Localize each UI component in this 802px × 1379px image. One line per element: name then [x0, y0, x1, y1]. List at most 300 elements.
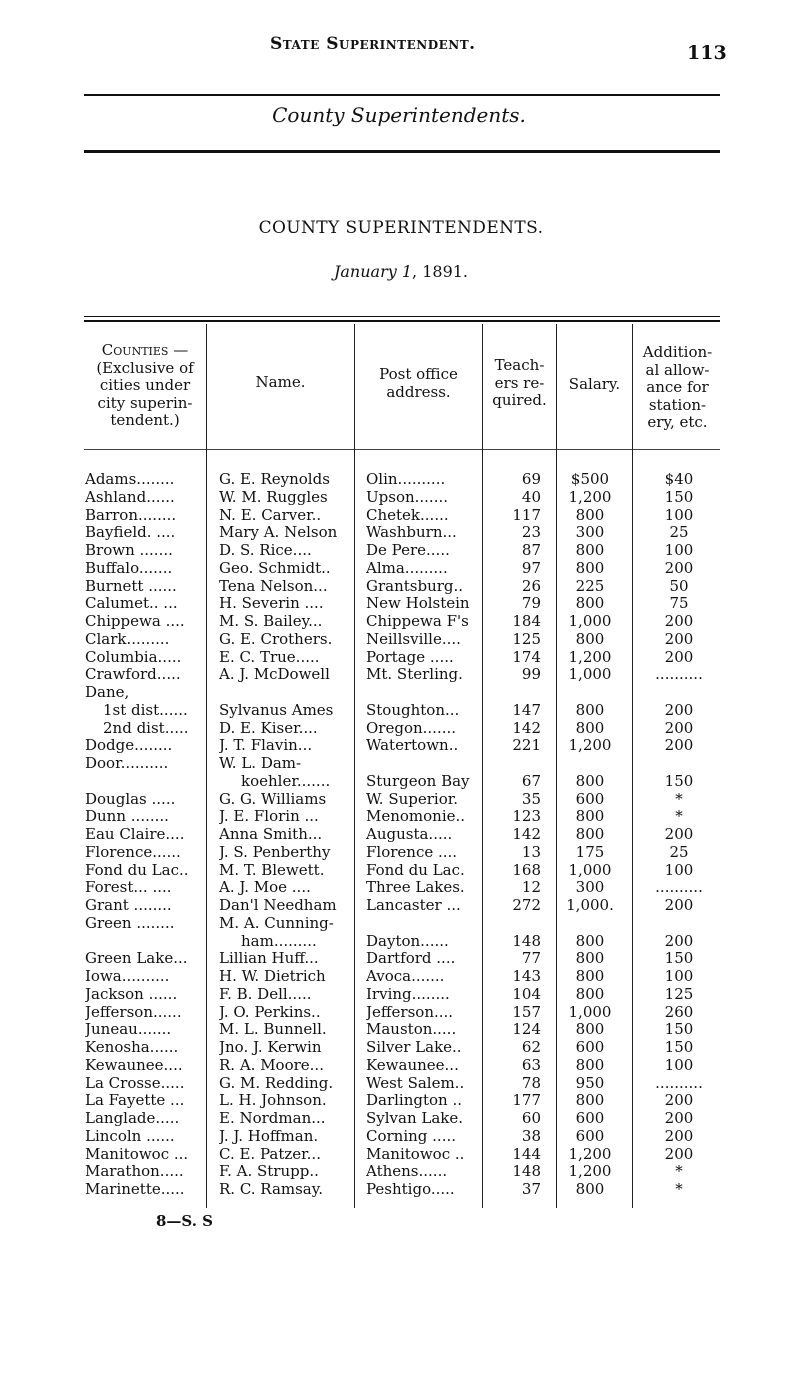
post-office-cell: West Salem.. — [366, 1073, 465, 1092]
county-cell: Crawford..... — [85, 665, 181, 684]
county-cell: Door.......... — [85, 754, 169, 772]
name-cell: J. E. Florin ... — [219, 807, 319, 826]
teachers-cell: 38 — [521, 1126, 541, 1145]
allowance-cell: 150 — [664, 1038, 694, 1056]
table-row — [0, 754, 802, 772]
name-cell: J. J. Hoffman. — [219, 1126, 319, 1145]
teachers-cell: 87 — [521, 541, 541, 559]
salary-cell: 300 — [575, 523, 605, 542]
salary-cell: 1,200 — [568, 1162, 612, 1181]
name-cell: Tena Nelson... — [219, 576, 328, 595]
col-header-allowance — [633, 344, 722, 432]
table-row — [0, 541, 802, 559]
table-row — [0, 1162, 802, 1180]
county-cell: Manitowoc ... — [85, 1144, 189, 1163]
name-cell: Dan'l Needham — [219, 896, 337, 914]
col-header-post-office — [355, 366, 482, 401]
teachers-cell: 35 — [521, 789, 541, 808]
teachers-cell: 13 — [521, 842, 541, 861]
teachers-cell: 148 — [512, 931, 541, 950]
allowance-cell: 150 — [664, 949, 694, 968]
teachers-cell: 168 — [512, 860, 541, 879]
post-office-cell: Sylvan Lake. — [366, 1109, 464, 1127]
salary-cell: 800 — [575, 629, 605, 648]
teachers-cell: 123 — [512, 807, 541, 826]
county-cell: 2nd dist..... — [103, 718, 189, 737]
teachers-cell: 104 — [512, 984, 541, 1003]
salary-cell: 800 — [575, 807, 605, 826]
col-header-county-line: city superin- — [97, 393, 193, 412]
post-office-cell: Oregon....... — [366, 718, 457, 737]
head-rule-bottom — [84, 150, 720, 153]
teachers-cell: 78 — [521, 1073, 541, 1092]
post-office-cell: Athens...... — [366, 1162, 448, 1181]
county-cell: Kenosha...... — [85, 1038, 179, 1056]
county-cell: Dodge........ — [85, 736, 173, 755]
name-cell: J. S. Penberthy — [219, 842, 331, 861]
table-row — [0, 577, 802, 595]
teachers-cell: 69 — [521, 470, 541, 488]
table-row — [0, 506, 802, 524]
name-cell: D. E. Kiser.... — [219, 718, 318, 737]
name-cell: J. T. Flavin... — [219, 736, 313, 755]
county-cell: Bayfield. .... — [85, 523, 176, 542]
post-office-cell: Grantsburg.. — [366, 576, 464, 595]
teachers-cell: 142 — [512, 718, 541, 737]
post-office-cell: Upson....... — [366, 487, 449, 506]
table-row — [0, 1145, 802, 1163]
name-cell: W. M. Ruggles — [219, 487, 328, 506]
county-cell: Fond du Lac.. — [85, 860, 189, 879]
teachers-cell: 99 — [521, 665, 541, 684]
salary-cell: 800 — [575, 967, 605, 985]
table-row — [0, 470, 802, 488]
table-row — [0, 683, 802, 701]
teachers-cell: 62 — [521, 1038, 541, 1056]
salary-cell: 800 — [575, 1020, 605, 1039]
post-office-cell: Dayton...... — [366, 931, 449, 950]
teachers-cell: 157 — [512, 1002, 541, 1021]
teachers-cell: 148 — [512, 1162, 541, 1181]
section-subhead — [0, 103, 802, 127]
allowance-cell: 125 — [664, 984, 694, 1003]
post-office-cell: Portage ..... — [366, 647, 454, 666]
dateline — [0, 262, 802, 281]
running-head-title: State Superintendent. — [270, 34, 476, 54]
name-cell: Sylvanus Ames — [219, 700, 334, 719]
col-header-name-line: Name. — [255, 373, 306, 391]
county-cell: Clark......... — [85, 629, 170, 648]
name-cell: Lillian Huff... — [219, 949, 319, 968]
salary-cell: 600 — [575, 1038, 605, 1056]
col-header-salary-line: Salary. — [568, 375, 621, 393]
col-header-teachers-line: Teach- — [494, 356, 545, 374]
name-cell: G. M. Redding. — [219, 1073, 334, 1092]
table-row — [0, 630, 802, 648]
name-cell: N. E. Carver.. — [219, 505, 322, 524]
allowance-cell: 25 — [669, 523, 689, 542]
teachers-cell: 97 — [521, 558, 541, 577]
table-row — [0, 736, 802, 754]
allowance-cell: 200 — [664, 736, 694, 755]
table-row — [0, 701, 802, 719]
allowance-cell: 200 — [664, 647, 694, 666]
county-cell: Dunn ........ — [85, 807, 169, 826]
post-office-cell: Washburn... — [366, 523, 457, 542]
post-office-cell: Darlington .. — [366, 1091, 463, 1110]
table-row — [0, 790, 802, 808]
salary-cell: 225 — [575, 576, 605, 595]
post-office-cell: Neillsville.... — [366, 629, 461, 648]
col-header-allowance-line: al allow- — [645, 360, 710, 379]
teachers-cell: 40 — [521, 487, 541, 506]
salary-cell: 800 — [575, 558, 605, 577]
salary-cell: 800 — [575, 718, 605, 737]
col-header-county — [84, 342, 206, 430]
teachers-cell: 63 — [521, 1055, 541, 1074]
date-month-day: January 1 — [333, 262, 413, 281]
table-row — [0, 1038, 802, 1056]
table-row — [0, 1180, 802, 1198]
name-cell: G. E. Reynolds — [219, 470, 330, 488]
county-cell: Jefferson...... — [85, 1002, 182, 1021]
salary-cell: $500 — [570, 470, 610, 488]
allowance-cell: 200 — [664, 1126, 694, 1145]
name-cell: M. T. Blewett. — [219, 860, 325, 879]
post-office-cell: Irving........ — [366, 984, 450, 1003]
teachers-cell: 124 — [512, 1020, 541, 1039]
post-office-cell: Three Lakes. — [366, 878, 465, 897]
allowance-cell: 260 — [664, 1002, 694, 1021]
head-rule-top — [84, 94, 720, 96]
county-cell: La Crosse..... — [85, 1073, 185, 1092]
county-cell: Adams........ — [85, 470, 175, 488]
name-cell: H. W. Dietrich — [219, 967, 326, 985]
county-cell: Grant ........ — [85, 896, 172, 914]
date-year: , 1891. — [412, 262, 469, 281]
allowance-cell: 100 — [664, 505, 694, 524]
name-cell: R. A. Moore... — [219, 1055, 324, 1074]
post-office-cell: Sturgeon Bay — [366, 771, 470, 790]
table-row — [0, 932, 802, 950]
allowance-cell: 200 — [664, 700, 694, 719]
county-cell: Kewaunee.... — [85, 1055, 183, 1074]
post-office-cell: Alma......... — [366, 558, 448, 577]
name-cell: M. L. Bunnell. — [219, 1020, 327, 1039]
allowance-cell: 200 — [664, 896, 694, 914]
teachers-cell: 144 — [512, 1144, 541, 1163]
name-cell: Jno. J. Kerwin — [219, 1038, 322, 1056]
table-row — [0, 914, 802, 932]
county-cell: 1st dist...... — [103, 700, 188, 719]
allowance-cell: 200 — [664, 612, 694, 630]
allowance-cell: 100 — [664, 860, 694, 879]
post-office-cell: Manitowoc .. — [366, 1144, 465, 1163]
table-row — [0, 612, 802, 630]
table-row — [0, 878, 802, 896]
county-cell: Langlade..... — [85, 1109, 180, 1127]
post-office-cell: Jefferson.... — [366, 1002, 454, 1021]
teachers-cell: 221 — [512, 736, 541, 755]
col-header-allowance-line: ance for — [646, 378, 709, 396]
allowance-cell: 200 — [664, 931, 694, 950]
salary-cell: 800 — [575, 1180, 605, 1198]
table-row — [0, 488, 802, 506]
name-cell: G. G. Williams — [219, 789, 327, 808]
county-cell: Dane, — [85, 683, 130, 701]
name-cell: Geo. Schmidt.. — [219, 558, 331, 577]
table-row — [0, 825, 802, 843]
col-header-allowance-line: Addition- — [642, 343, 713, 361]
salary-cell: 800 — [575, 949, 605, 968]
allowance-cell: * — [675, 1162, 683, 1181]
name-cell: C. E. Patzer... — [219, 1144, 321, 1163]
teachers-cell: 23 — [521, 523, 541, 542]
name-cell: Anna Smith... — [219, 825, 323, 843]
teachers-cell: 272 — [512, 896, 541, 914]
allowance-cell: 25 — [669, 842, 689, 861]
salary-cell: 600 — [575, 1126, 605, 1145]
table-rule-top — [84, 316, 720, 317]
col-header-teachers-line: quired. — [492, 391, 547, 409]
salary-cell: 800 — [575, 771, 605, 790]
county-cell: Columbia..... — [85, 647, 182, 666]
table-row — [0, 1003, 802, 1021]
teachers-cell: 60 — [521, 1109, 541, 1127]
salary-cell: 800 — [575, 700, 605, 719]
teachers-cell: 174 — [512, 647, 541, 666]
allowance-cell: .......... — [655, 1073, 703, 1092]
county-cell: La Fayette ... — [85, 1091, 185, 1110]
post-office-cell: Kewaunee... — [366, 1055, 459, 1074]
teachers-cell: 77 — [521, 949, 541, 968]
county-cell: Florence...... — [85, 842, 181, 861]
post-office-cell: Dartford .... — [366, 949, 456, 968]
teachers-cell: 117 — [512, 505, 541, 524]
county-cell: Buffalo....... — [85, 558, 173, 577]
name-cell: ham......... — [241, 931, 317, 950]
county-cell: Green ........ — [85, 913, 175, 932]
table-row — [0, 896, 802, 914]
name-cell: G. E. Crothers. — [219, 629, 333, 648]
salary-cell: 1,200 — [568, 647, 612, 666]
table-row — [0, 772, 802, 790]
county-cell: Iowa.......... — [85, 967, 170, 985]
col-header-allowance-line: ery, etc. — [647, 413, 708, 431]
col-header-allowance-line: station- — [648, 395, 707, 414]
allowance-cell: 150 — [664, 1020, 694, 1039]
section-subhead-text: County Superintendents. — [272, 103, 526, 127]
name-cell: M. A. Cunning- — [219, 913, 334, 932]
name-cell: M. S. Bailey... — [219, 612, 323, 630]
allowance-cell: 200 — [664, 718, 694, 737]
teachers-cell: 125 — [512, 629, 541, 648]
salary-cell: 600 — [575, 789, 605, 808]
teachers-cell: 142 — [512, 825, 541, 843]
salary-cell: 175 — [575, 842, 605, 861]
salary-cell: 800 — [575, 594, 605, 613]
allowance-cell: 75 — [669, 594, 689, 613]
col-header-post-line: Post office — [379, 365, 458, 383]
table-row — [0, 594, 802, 612]
table-row — [0, 843, 802, 861]
table-header-rule — [84, 449, 720, 450]
post-office-cell: Florence .... — [366, 842, 458, 861]
allowance-cell: * — [675, 807, 683, 826]
name-cell: F. B. Dell..... — [219, 984, 312, 1003]
allowance-cell: 200 — [664, 825, 694, 843]
table-row — [0, 523, 802, 541]
name-cell: D. S. Rice.... — [219, 541, 312, 559]
table-row — [0, 1056, 802, 1074]
teachers-cell: 37 — [521, 1180, 541, 1198]
col-header-county-line: cities under — [99, 376, 191, 394]
teachers-cell: 67 — [521, 771, 541, 790]
col-header-teachers — [483, 357, 556, 410]
name-cell: W. L. Dam- — [219, 754, 302, 772]
county-cell: Eau Claire.... — [85, 825, 185, 843]
county-cell: Barron........ — [85, 505, 177, 524]
allowance-cell: 100 — [664, 541, 694, 559]
post-office-cell: Mt. Sterling. — [366, 665, 463, 684]
signature-mark: 8—S. S — [156, 1212, 214, 1230]
salary-cell: 1,000 — [568, 665, 612, 684]
post-office-cell: Menomonie.. — [366, 807, 466, 826]
salary-cell: 1,000 — [568, 1002, 612, 1021]
post-office-cell: Avoca....... — [366, 967, 445, 985]
col-header-county-line: tendent.) — [110, 411, 180, 429]
name-cell: A. J. Moe .... — [219, 878, 311, 897]
name-cell: Mary A. Nelson — [219, 523, 338, 542]
allowance-cell: 200 — [664, 1144, 694, 1163]
name-cell: L. H. Johnson. — [219, 1091, 327, 1110]
salary-cell: 950 — [575, 1073, 605, 1092]
post-office-cell: Olin.......... — [366, 470, 446, 488]
salary-cell: 800 — [575, 541, 605, 559]
allowance-cell: 50 — [669, 576, 689, 595]
salary-cell: 1,200 — [568, 736, 612, 755]
allowance-cell: * — [675, 1180, 683, 1198]
table-row — [0, 967, 802, 985]
table-row — [0, 648, 802, 666]
salary-cell: 1,200 — [568, 487, 612, 506]
table-heading: COUNTY SUPERINTENDENTS. — [258, 218, 544, 238]
county-cell: Burnett ...... — [85, 576, 177, 595]
post-office-cell: New Holstein — [366, 594, 470, 613]
col-header-post-line: address. — [386, 382, 451, 401]
teachers-cell: 177 — [512, 1091, 541, 1110]
post-office-cell: De Pere..... — [366, 541, 450, 559]
allowance-cell: .......... — [655, 665, 703, 684]
post-office-cell: Chetek...... — [366, 505, 449, 524]
post-office-cell: Watertown.. — [366, 736, 459, 755]
salary-cell: 1,200 — [568, 1144, 612, 1163]
post-office-cell: Stoughton... — [366, 700, 460, 719]
post-office-cell: Chippewa F's — [366, 612, 469, 630]
name-cell: H. Severin .... — [219, 594, 324, 613]
teachers-cell: 147 — [512, 700, 541, 719]
county-cell: Jackson ...... — [85, 984, 178, 1003]
salary-cell: 300 — [575, 878, 605, 897]
post-office-cell: W. Superior. — [366, 789, 459, 808]
salary-cell: 1,000 — [568, 612, 612, 630]
post-office-cell: Fond du Lac. — [366, 860, 465, 879]
teachers-cell: 143 — [512, 967, 541, 985]
table-row — [0, 1127, 802, 1145]
county-cell: Green Lake... — [85, 949, 188, 968]
name-cell: J. O. Perkins.. — [219, 1002, 321, 1021]
teachers-cell: 26 — [521, 576, 541, 595]
county-cell: Forest... .... — [85, 878, 172, 897]
table-row — [0, 985, 802, 1003]
allowance-cell: 200 — [664, 629, 694, 648]
table-row — [0, 1091, 802, 1109]
allowance-cell: $40 — [664, 470, 694, 488]
col-header-name — [207, 374, 354, 392]
county-cell: Douglas ..... — [85, 789, 176, 808]
table-row — [0, 1074, 802, 1092]
allowance-cell: 100 — [664, 967, 694, 985]
allowance-cell: 150 — [664, 771, 694, 790]
county-cell: Juneau....... — [85, 1020, 172, 1039]
post-office-cell: Corning ..... — [366, 1126, 457, 1145]
post-office-cell: Augusta..... — [366, 825, 453, 843]
name-cell: E. C. True..... — [219, 647, 320, 666]
name-cell: A. J. McDowell — [219, 665, 330, 684]
allowance-cell: * — [675, 789, 683, 808]
salary-cell: 800 — [575, 1055, 605, 1074]
col-header-teachers-line: ers re- — [494, 373, 545, 392]
salary-cell: 800 — [575, 1091, 605, 1110]
allowance-cell: .......... — [655, 878, 703, 897]
running-head — [0, 30, 802, 64]
table-rule-top-2 — [84, 320, 720, 322]
post-office-cell: Peshtigo..... — [366, 1180, 455, 1198]
salary-cell: 800 — [575, 931, 605, 950]
allowance-cell: 200 — [664, 1091, 694, 1110]
county-cell: Calumet.. ... — [85, 594, 178, 613]
allowance-cell: 150 — [664, 487, 694, 506]
county-cell: Chippewa .... — [85, 612, 185, 630]
allowance-cell: 100 — [664, 1055, 694, 1074]
post-office-cell: Lancaster ... — [366, 896, 461, 914]
table-row — [0, 1020, 802, 1038]
name-cell: R. C. Ramsay. — [219, 1180, 324, 1198]
table-row — [0, 665, 802, 683]
county-cell: Lincoln ...... — [85, 1126, 175, 1145]
table-row — [0, 559, 802, 577]
col-header-county-line: Counties — — [101, 341, 189, 359]
salary-cell: 600 — [575, 1109, 605, 1127]
teachers-cell: 79 — [521, 594, 541, 613]
county-cell: Marathon..... — [85, 1162, 184, 1181]
table-row — [0, 719, 802, 737]
teachers-cell: 184 — [512, 612, 541, 630]
salary-cell: 800 — [575, 505, 605, 524]
table-row — [0, 1109, 802, 1127]
salary-cell: 800 — [575, 825, 605, 843]
col-header-salary — [557, 376, 632, 394]
salary-cell: 800 — [575, 984, 605, 1003]
allowance-cell: 200 — [664, 1109, 694, 1127]
post-office-cell: Silver Lake.. — [366, 1038, 462, 1056]
table-row — [0, 949, 802, 967]
allowance-cell: 200 — [664, 558, 694, 577]
table-row — [0, 861, 802, 879]
table-row — [0, 807, 802, 825]
county-cell: Brown ....... — [85, 541, 173, 559]
salary-cell: 1,000 — [568, 860, 612, 879]
